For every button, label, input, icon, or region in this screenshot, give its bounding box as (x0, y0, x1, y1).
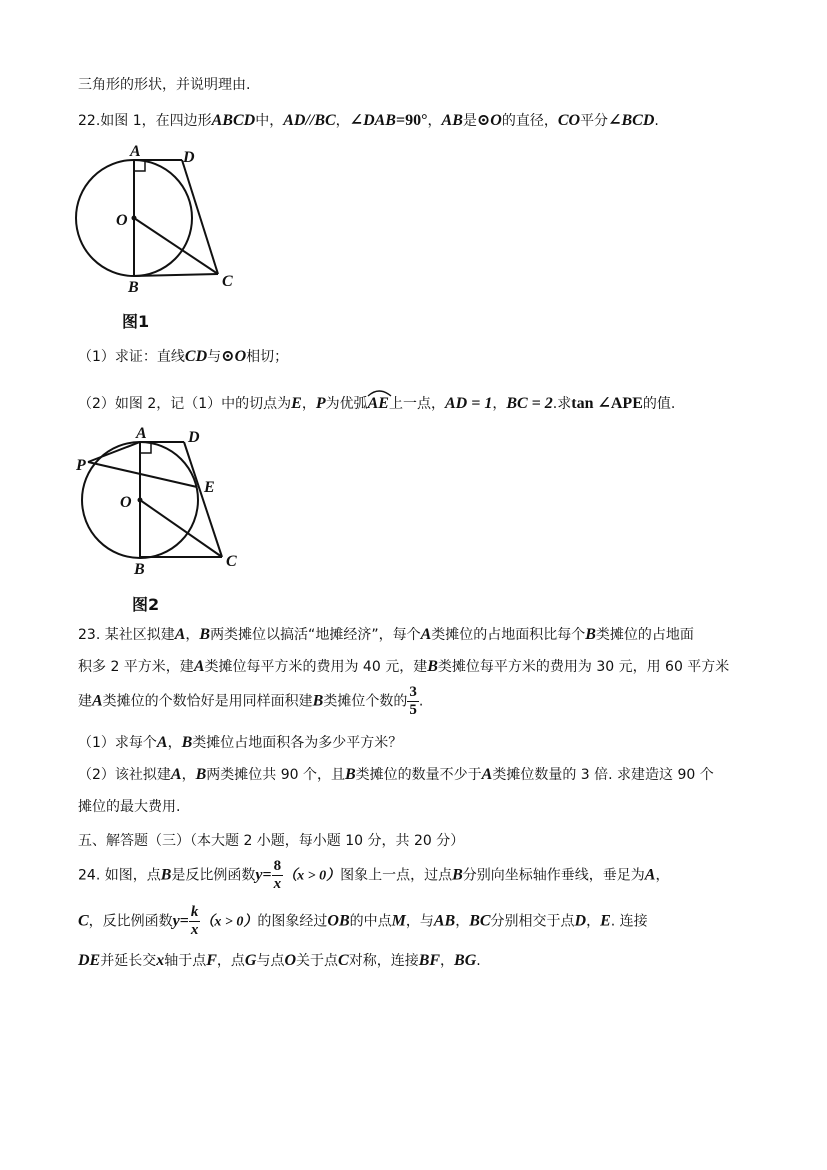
fig2-label-o: O (120, 494, 132, 511)
figure-2 (70, 420, 250, 580)
fig2-label-a: A (136, 425, 147, 442)
fig1-label-b: B (128, 279, 139, 296)
intro-line: 三角形的形状，并说明理由. (78, 77, 251, 93)
q23-part1: （1）求每个A，B类摊位占地面积各为多少平方米？ (78, 734, 403, 751)
q24-line3: DE并延长交x轴于点F，点G与点O关于点C对称，连接BF，BG. (78, 952, 481, 969)
fig2-label-e: E (204, 479, 215, 496)
figure-1 (70, 140, 250, 300)
q23-line1: 23. 某社区拟建A，B两类摊位以搞活“地摊经济”，每个A类摊位的占地面积比每个B类摊位的占地面 (78, 626, 694, 643)
fig1-segment-oc (134, 218, 218, 274)
fraction-8-x: $\frac{8}{x}$ (273, 858, 282, 892)
q23-part2-cont: 摊位的最大费用. (78, 799, 181, 815)
fig2-caption: 图2 (132, 595, 160, 614)
fig2-segment-pe (88, 462, 197, 487)
fraction-k-x: $\frac{k}{x}$ (190, 904, 199, 938)
section-5-header: 五、解答题（三）（本大题 2 小题，每小题 10 分，共 20 分） (78, 833, 465, 849)
q23-line3: 建A类摊位的个数恰好是用同样面积建B类摊位个数的 $\frac{3}{5}$ . (78, 684, 424, 718)
fig2-label-b: B (134, 561, 145, 578)
fig2-segment-oc (140, 500, 222, 557)
q23-line2: 积多 2 平方米，建A类摊位每平方米的费用为 40 元，建B类摊位每平方米的费用为 30 元，用 60 平方米 (78, 658, 730, 675)
fig1-center-dot (132, 216, 137, 221)
q22-part1: （1）求证：直线CD与⊙O相切； (78, 348, 289, 365)
fig2-label-p: P (76, 457, 86, 474)
fig1-label-c: C (222, 273, 233, 290)
fig2-label-c: C (226, 553, 237, 570)
q23-part2: （2）该社拟建A，B两类摊位共 90 个，且B类摊位的数量不少于A类摊位数量的 3 倍. 求建造这 90 个 (78, 766, 714, 783)
fig1-label-d: D (183, 149, 195, 166)
fig1-label-a: A (130, 143, 141, 160)
arc-ae: AE (368, 395, 389, 413)
fig2-center-dot (138, 498, 143, 503)
fig1-segment-dc (182, 160, 218, 274)
fig2-segment-pa (88, 442, 140, 462)
q22-statement: 22.如图 1，在四边形ABCD中，AD//BC，∠DAB=90°，AB是⊙O的直径，CO平分∠BCD. (78, 112, 659, 129)
q24-line2: C，反比例函数y= $\frac{k}{x}$ （x > 0）的图象经过OB的中点M，与AB，BC分别相交于点D，E. 连接 (78, 904, 648, 938)
fig1-label-o: O (116, 212, 128, 229)
q22-part2: （2）如图 2，记（1）中的切点为E，P为优弧 AE上一点，AD = 1，BC = 2.求tan ∠APE的值. (78, 393, 675, 413)
fig2-segment-dc (184, 442, 222, 557)
fig2-label-d: D (188, 429, 200, 446)
q24-line1: 24. 如图，点B是反比例函数y= $\frac{8}{x}$ （x > 0）图象上一点，过点B分别向坐标轴作垂线，垂足为A， (78, 858, 670, 892)
fig1-caption: 图1 (122, 312, 150, 331)
fraction-3-5: $\frac{3}{5}$ (409, 684, 417, 718)
